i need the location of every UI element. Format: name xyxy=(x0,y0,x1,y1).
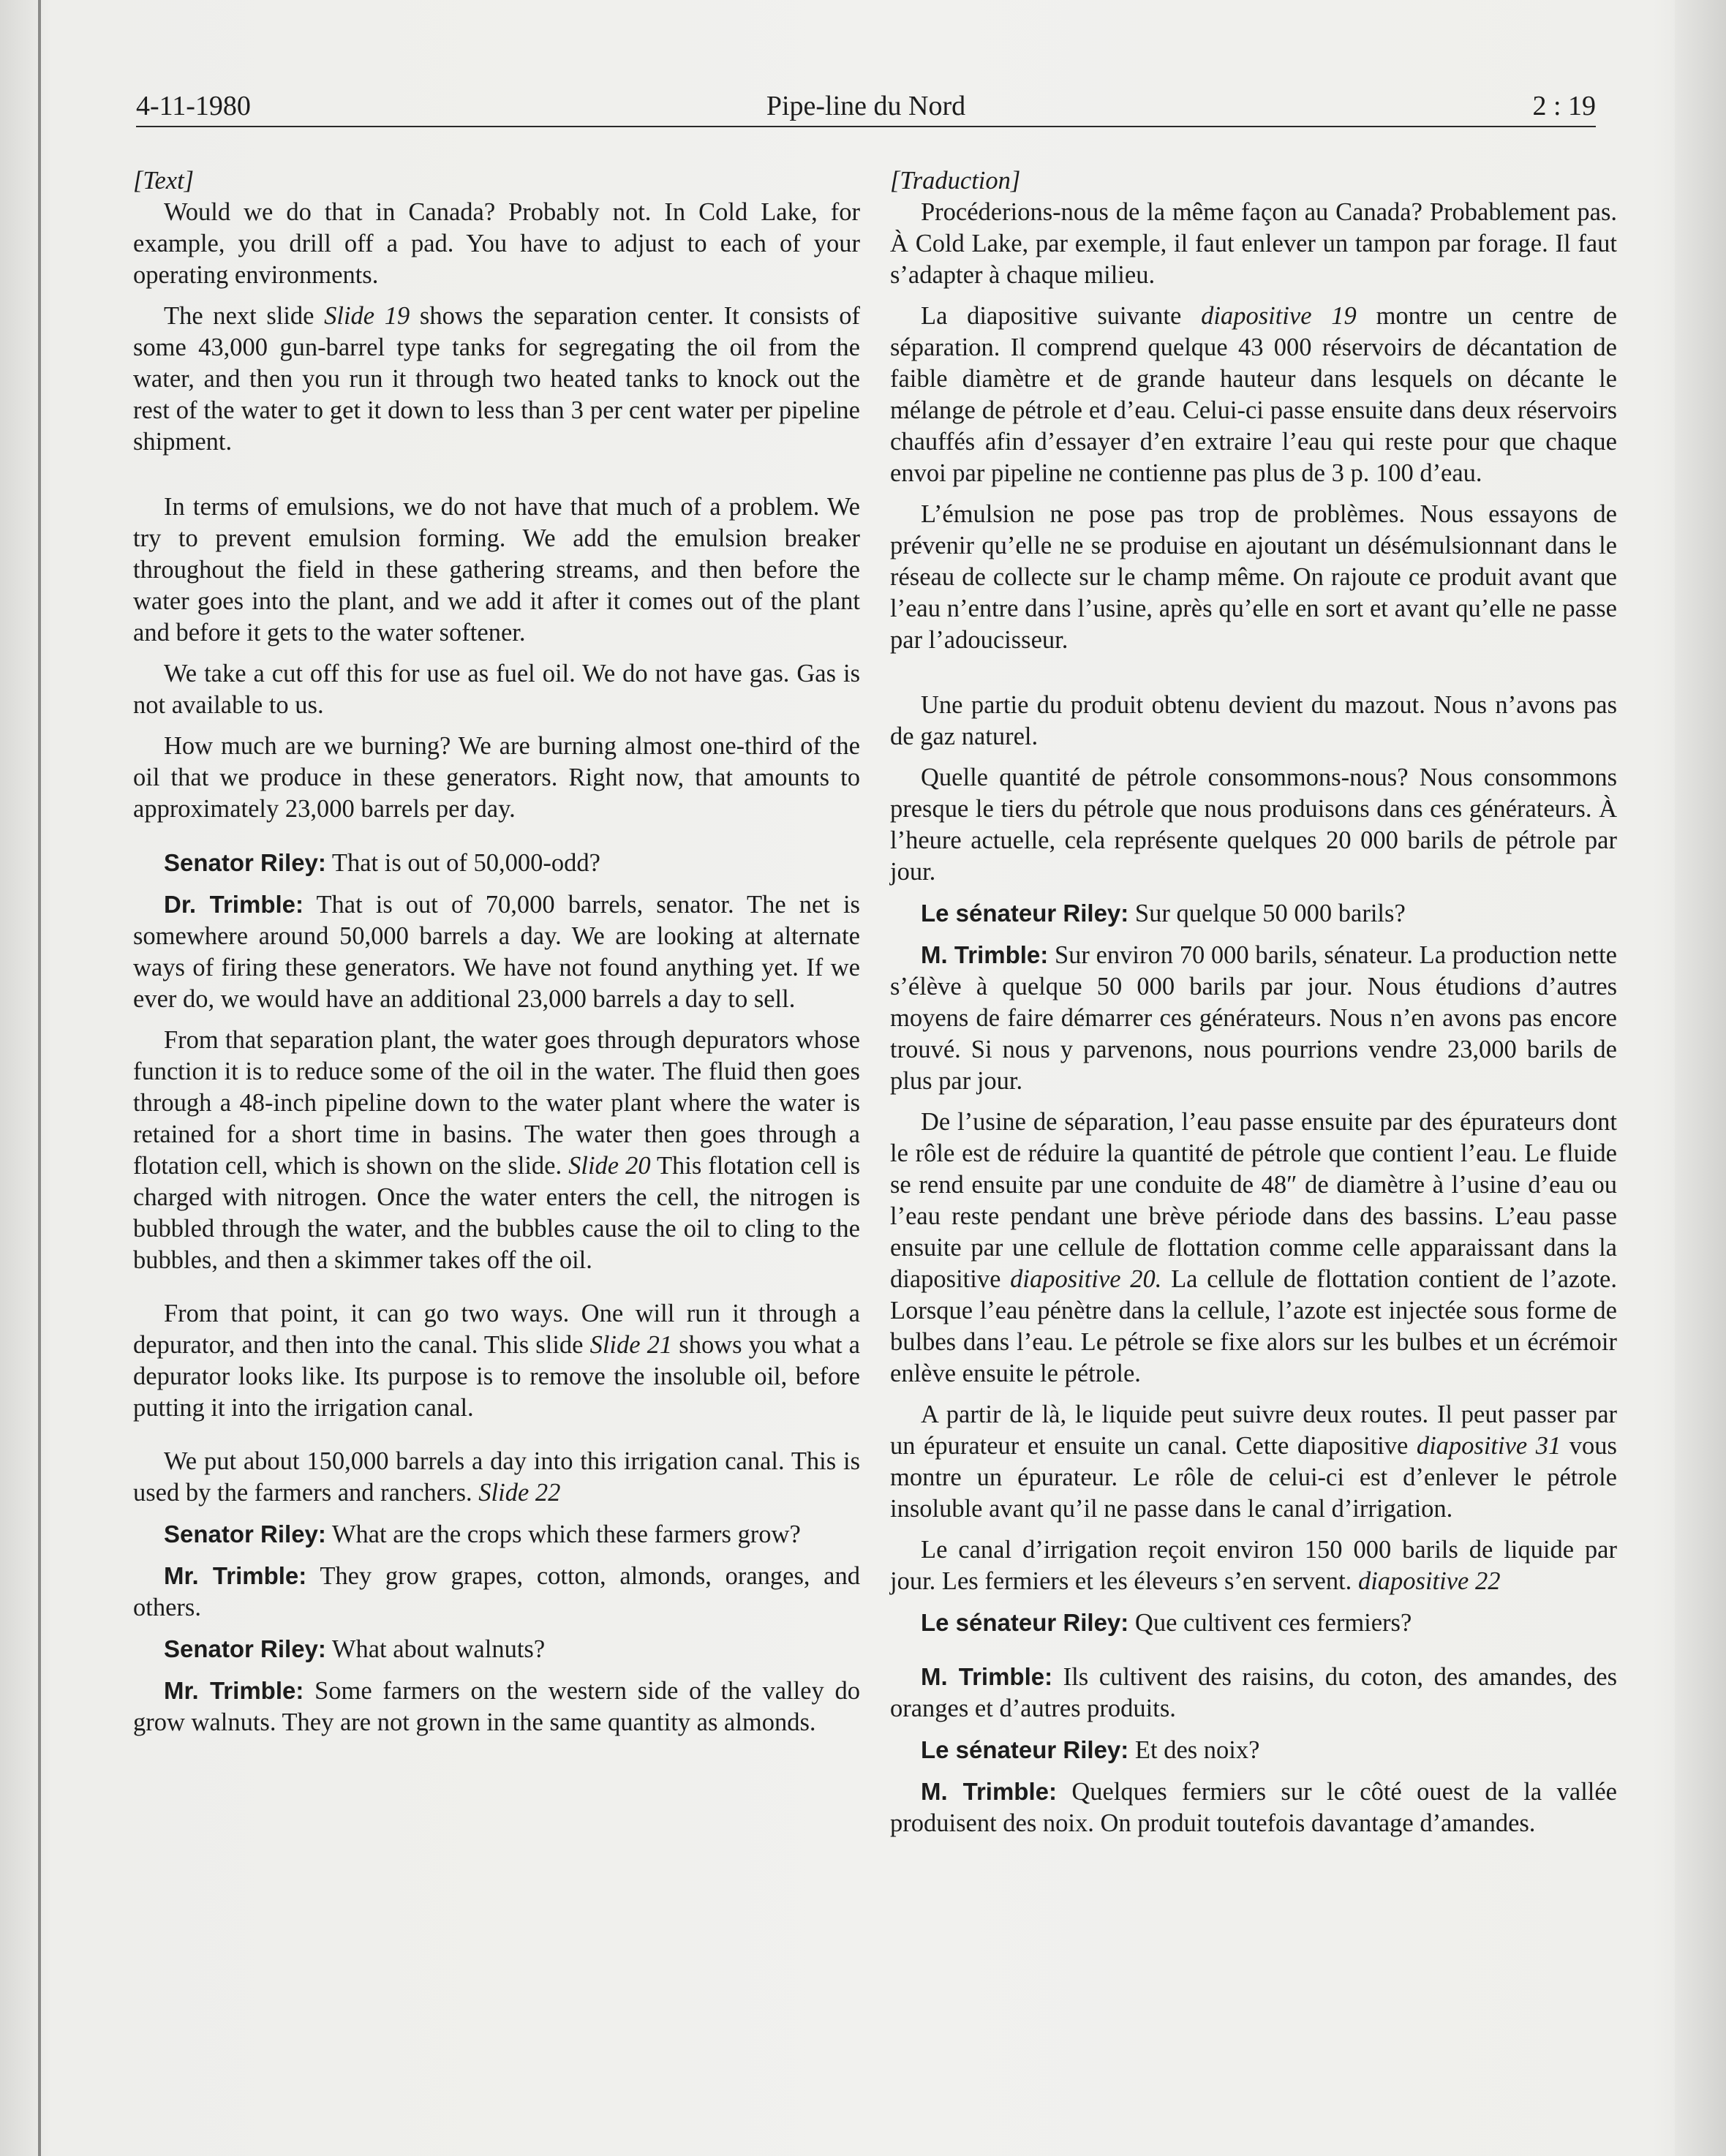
paragraph: L’émulsion ne pose pas trop de problèmes. Nous essayons de prévenir qu’elle ne se produise en ajoutant un désémulsionnant dans le réseau de collecte sur le champ même. On rajoute ce produit avant que l’eau n’entre dans l’usine, après qu’elle en sort et avant qu’elle ne passe par l’adoucisseur. xyxy=(890,500,1617,654)
paragraph: The next slide Slide 19 shows the separation center. It consists of some 43,000 gun-barrel type tanks for segregating the oil from the water, and then you run it through two heated tanks to knock out the rest of the water to get it down to less than 3 per cent water per pipeline shipment. xyxy=(133,302,861,456)
slide-ref: Slide 19 xyxy=(324,302,410,330)
slide-ref: Slide 21 xyxy=(589,1331,673,1359)
paragraph: How much are we burning? We are burning almost one-third of the oil that we produce in these generators. Right now, that amounts to approximately 23,000 barrels per day. xyxy=(133,732,860,823)
english-column xyxy=(133,165,860,1738)
slide-ref: Slide 20 xyxy=(568,1152,651,1180)
paragraph: In terms of emulsions, we do not have that much of a problem. We try to prevent emulsion forming. We add the emulsion breaker throughout the field in these gathering streams, and then before the water goes into the plant, and we add it after it comes out of the plant and before it gets to the water softener. xyxy=(133,493,860,647)
speaker-name: Le sénateur Riley: xyxy=(921,1609,1129,1636)
slide-ref: diapositive 31 xyxy=(1416,1432,1561,1460)
header-title: Pipe-line du Nord xyxy=(766,91,966,121)
binding-spine xyxy=(38,0,41,2156)
paragraph: From that separation plant, the water goes through depurators whose function it is to reduce some of the oil in the water. The fluid then goes through a 48-inch pipeline down to the water plant where the water is retained for a short time in basins. The water then goes through a flotation cell, which is shown on the slide. Slide 20 This flotation cell is charged with nitrogen. Once the water enters the cell, the nitrogen is bubbled through the water, and the bubbles cause the oil to cling to the bubbles, and then a skimmer takes off the oil. xyxy=(133,1026,860,1274)
page-edge xyxy=(1675,0,1726,2156)
french-column xyxy=(890,165,1617,1839)
header-date: 4-11-1980 xyxy=(136,91,251,121)
slide-ref: diapositive 20. xyxy=(1010,1265,1162,1293)
header-page-number: 2 : 19 xyxy=(1532,91,1596,121)
paragraph: We take a cut off this for use as fuel oil. We do not have gas. Gas is not available to us. xyxy=(133,660,860,719)
slide-ref: Slide 22 xyxy=(478,1479,561,1507)
speaker-paragraph: Mr. Trimble: They grow grapes, cotton, almonds, oranges, and others. xyxy=(133,1562,860,1621)
section-label: [Text] xyxy=(133,167,195,195)
header-rule xyxy=(136,126,1596,127)
paragraph: Quelle quantité de pétrole consommons-nous? Nous consommons presque le tiers du pétrole que nous produisons dans ces générateurs. À l’heure actuelle, cela représente quelques 20 000 barils de pétrole par jour. xyxy=(890,764,1617,886)
section-label: [Traduction] xyxy=(890,167,1021,195)
speaker-paragraph: Senator Riley: What are the crops which these farmers grow? xyxy=(164,1520,801,1548)
speaker-paragraph: Senator Riley: That is out of 50,000-odd? xyxy=(164,849,600,877)
paragraph: Le canal d’irrigation reçoit environ 150 000 barils de liquide par jour. Les fermiers et les éleveurs s’en servent. diapositive 22 xyxy=(890,1536,1617,1595)
speaker-name: Le sénateur Riley: xyxy=(921,1736,1129,1763)
speaker-name: M. Trimble: xyxy=(921,1663,1053,1690)
paragraph: De l’usine de séparation, l’eau passe ensuite par des épurateurs dont le rôle est de réduire la quantité de pétrole que contient l’eau. Le fluide se rend ensuite par une conduite de 48″ de diamètre à l’usine d’eau ou l’eau reste pendant une brève période dans des bassins. L’eau passe ensuite par une cellule de flottation comme celle apparaissant dans la diapositive diapositive 20. La cellule de flottation contient de l’azote. Lorsque l’eau pénètre dans la cellule, l’azote est injectée sous forme de bulbes dans l’eau. Le pétrole se fixe alors sur les bulbes et un écrémoir enlève ensuite le pétrole. xyxy=(890,1108,1617,1387)
speaker-paragraph: M. Trimble: Ils cultivent des raisins, du coton, des amandes, des oranges et d’autres produits. xyxy=(890,1663,1617,1722)
paragraph: Would we do that in Canada? Probably not. In Cold Lake, for example, you drill off a pad. You have to adjust to each of your operating environments. xyxy=(133,198,860,289)
speaker-name: Mr. Trimble: xyxy=(164,1677,304,1704)
paragraph: La diapositive suivante diapositive 19 montre un centre de séparation. Il comprend quelque 43 000 réservoirs de décantation de faible diamètre et de grande hauteur dans lesquels on décante le mélange de pétrole et d’eau. Celui-ci passe ensuite dans deux réservoirs chauffés afin d’essayer d’en extraire l’eau qui reste pour que chaque envoi par pipeline ne contienne pas plus de 3 p. 100 d’eau. xyxy=(890,302,1617,487)
slide-ref: diapositive 19 xyxy=(1201,302,1357,330)
speaker-paragraph: Le sénateur Riley: Sur quelque 50 000 barils? xyxy=(921,900,1406,927)
speaker-name: M. Trimble: xyxy=(921,941,1049,968)
paragraph: From that point, it can go two ways. One will run it through a depurator, and then into the canal. This slide Slide 21 shows you what a depurator looks like. Its purpose is to remove the insoluble oil, before putting it into the irrigation canal. xyxy=(133,1300,860,1422)
speaker-paragraph: Le sénateur Riley: Que cultivent ces fermiers? xyxy=(921,1609,1412,1637)
speaker-name: Senator Riley: xyxy=(164,1520,326,1548)
paragraph: Une partie du produit obtenu devient du mazout. Nous n’avons pas de gaz naturel. xyxy=(890,691,1617,750)
speaker-paragraph: Senator Riley: What about walnuts? xyxy=(164,1635,546,1663)
speaker-name: Senator Riley: xyxy=(164,1635,326,1662)
speaker-name: Dr. Trimble: xyxy=(164,891,304,918)
speaker-paragraph: Mr. Trimble: Some farmers on the western side of the valley do grow walnuts. They are not grown in the same quantity as almonds. xyxy=(133,1677,860,1736)
speaker-name: Senator Riley: xyxy=(164,849,326,876)
paragraph: We put about 150,000 barrels a day into this irrigation canal. This is used by the farmers and ranchers. Slide 22 xyxy=(133,1447,860,1507)
speaker-name: Le sénateur Riley: xyxy=(921,900,1129,927)
running-header xyxy=(136,88,1596,124)
speaker-name: Mr. Trimble: xyxy=(164,1562,307,1589)
slide-ref: diapositive 22 xyxy=(1357,1567,1501,1595)
speaker-name: M. Trimble: xyxy=(921,1778,1057,1805)
speaker-paragraph: Dr. Trimble: That is out of 70,000 barrels, senator. The net is somewhere around 50,000 barrels a day. We are looking at alternate ways of firing these generators. We have not found anything yet. If we ever do, we would have an additional 23,000 barrels a day to sell. xyxy=(133,891,860,1013)
speaker-paragraph: Le sénateur Riley: Et des noix? xyxy=(921,1736,1260,1764)
speaker-paragraph: M. Trimble: Quelques fermiers sur le côté ouest de la vallée produisent des noix. On produit toutefois davantage d’amandes. xyxy=(890,1778,1617,1837)
paragraph: Procéderions-nous de la même façon au Canada? Probablement pas. À Cold Lake, par exemple, il faut enlever un tampon par forage. Il faut s’adapter à chaque milieu. xyxy=(890,198,1617,289)
speaker-paragraph: M. Trimble: Sur environ 70 000 barils, sénateur. La production nette s’élève à quelque 50 000 barils par jour. Nous étudions d’autres moyens de faire démarrer ces générateurs. Nous n’en avons pas encore trouvé. Si nous y parvenons, nous pourrions vendre 23,000 barils de plus par jour. xyxy=(890,941,1617,1095)
paragraph: A partir de là, le liquide peut suivre deux routes. Il peut passer par un épurateur et ensuite un canal. Cette diapositive diapositive 31 vous montre un épurateur. Le rôle de celui-ci est d’enlever le pétrole insoluble avant qu’il ne passe dans le canal d’irrigation. xyxy=(890,1401,1617,1523)
